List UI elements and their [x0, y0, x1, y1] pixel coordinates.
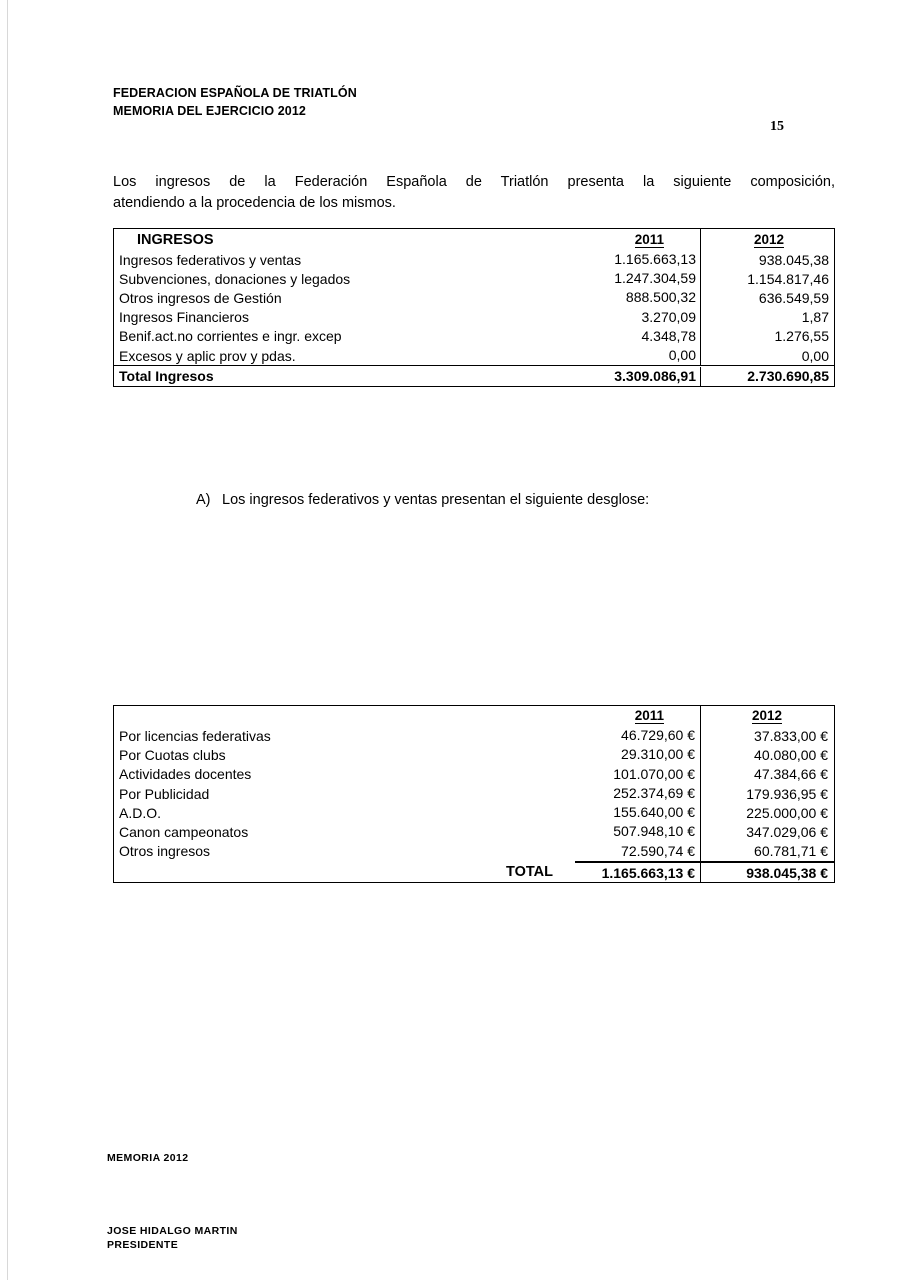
- row-label: Subvenciones, donaciones y legados: [119, 270, 351, 287]
- row-value-2011: 888.500,32: [575, 288, 701, 307]
- row-label: Otros ingresos de Gestión: [119, 289, 282, 306]
- header-subtitle: MEMORIA DEL EJERCICIO 2012: [113, 104, 306, 118]
- table-row: [114, 327, 834, 346]
- row-label: Por Cuotas clubs: [119, 746, 226, 763]
- total-value-2012: 2.730.690,85: [747, 368, 829, 385]
- row-value-2011: 507.948,10 €: [575, 822, 701, 841]
- row-value-2012: 60.781,71 €: [754, 843, 828, 860]
- table-desglose-header-row: [114, 706, 834, 726]
- row-label: Actividades docentes: [119, 766, 252, 783]
- table-ingresos: [113, 228, 835, 387]
- table-row: [114, 726, 834, 745]
- col-header-2011: 2011: [575, 229, 701, 250]
- row-label: A.D.O.: [119, 804, 162, 821]
- row-value-2012: 179.936,95 €: [746, 785, 828, 802]
- row-value-2012: 40.080,00 €: [754, 746, 828, 763]
- row-value-2011: 46.729,60 €: [575, 726, 701, 745]
- scan-edge-line: [7, 0, 8, 1280]
- table-row: [114, 822, 834, 841]
- row-label: Canon campeonatos: [119, 824, 249, 841]
- row-value-2011: 3.270,09: [575, 308, 701, 327]
- total-label: Total Ingresos: [119, 368, 214, 385]
- row-value-2012: 0,00: [801, 347, 829, 364]
- table-ingresos-total-row: [114, 365, 834, 386]
- row-value-2011: 4.348,78: [575, 327, 701, 346]
- section-a-marker: A): [196, 492, 211, 508]
- table-row: [114, 803, 834, 822]
- row-value-2012: 347.029,06 €: [746, 824, 828, 841]
- row-label: Ingresos Financieros: [119, 309, 249, 326]
- row-value-2011: 72.590,74 €: [575, 842, 701, 861]
- total-value-2011: 3.309.086,91: [575, 367, 701, 386]
- intro-line-1: Los ingresos de la Federación Española de Triatlón presenta la siguiente composición,: [113, 174, 835, 190]
- row-label: Benif.act.no corrientes e ingr. excep: [119, 328, 342, 345]
- row-value-2012: 1.154.817,46: [747, 270, 829, 287]
- row-label: Ingresos federativos y ventas: [119, 251, 302, 268]
- table-row: [114, 346, 834, 365]
- row-label: Excesos y aplic prov y pdas.: [119, 347, 296, 364]
- footer-signature-block: [107, 1224, 238, 1252]
- table-desglose: [113, 705, 835, 883]
- row-value-2012: 225.000,00 €: [746, 804, 828, 821]
- table-row: [114, 250, 834, 269]
- row-label: Por Publicidad: [119, 785, 210, 802]
- table-row: [114, 308, 834, 327]
- row-value-2011: 29.310,00 €: [575, 745, 701, 764]
- table-row: [114, 765, 834, 784]
- total-value-2011: 1.165.663,13 €: [575, 861, 701, 882]
- row-value-2012: 636.549,59: [758, 289, 829, 306]
- row-value-2011: 1.247.304,59: [575, 269, 701, 288]
- table-row: [114, 745, 834, 764]
- intro-paragraph: [113, 172, 835, 214]
- section-a-text: Los ingresos federativos y ventas presentan el siguiente desglose:: [222, 492, 650, 508]
- table-row: [114, 784, 834, 803]
- table-desglose-total-row: [114, 861, 834, 882]
- row-value-2012: 1,87: [801, 309, 829, 326]
- table-row: [114, 269, 834, 288]
- col-header-ingresos: INGRESOS: [137, 231, 214, 248]
- row-label: Otros ingresos: [119, 843, 211, 860]
- row-value-2011: 155.640,00 €: [575, 803, 701, 822]
- table-ingresos-header-row: [114, 229, 834, 250]
- row-value-2012: 1.276,55: [774, 328, 829, 345]
- total-value-2012: 938.045,38 €: [701, 861, 834, 882]
- col-header-2012: 2012: [751, 708, 782, 723]
- table-row: [114, 842, 834, 861]
- row-value-2011: 1.165.663,13: [575, 250, 701, 269]
- col-header-2011: 2011: [575, 706, 701, 726]
- row-value-2012: 37.833,00 €: [754, 727, 828, 744]
- footer-memoria-label: MEMORIA 2012: [107, 1152, 189, 1164]
- row-value-2011: 252.374,69 €: [575, 784, 701, 803]
- col-header-2012: 2012: [753, 232, 784, 247]
- signature-role: PRESIDENTE: [107, 1239, 179, 1251]
- table-row: [114, 288, 834, 307]
- intro-line-2: atendiendo a la procedencia de los mismos.: [113, 195, 396, 211]
- signature-name: JOSE HIDALGO MARTIN: [107, 1225, 238, 1237]
- row-label: Por licencias federativas: [119, 727, 271, 744]
- total-label: TOTAL: [506, 863, 553, 880]
- header-organization: FEDERACION ESPAÑOLA DE TRIATLÓN: [113, 86, 357, 100]
- section-a-paragraph: [196, 492, 649, 508]
- row-value-2011: 101.070,00 €: [575, 765, 701, 784]
- row-value-2012: 47.384,66 €: [754, 766, 828, 783]
- page-number: 15: [770, 119, 784, 134]
- row-value-2011: 0,00: [575, 346, 701, 365]
- row-value-2012: 938.045,38: [758, 251, 829, 268]
- document-header: [113, 84, 357, 120]
